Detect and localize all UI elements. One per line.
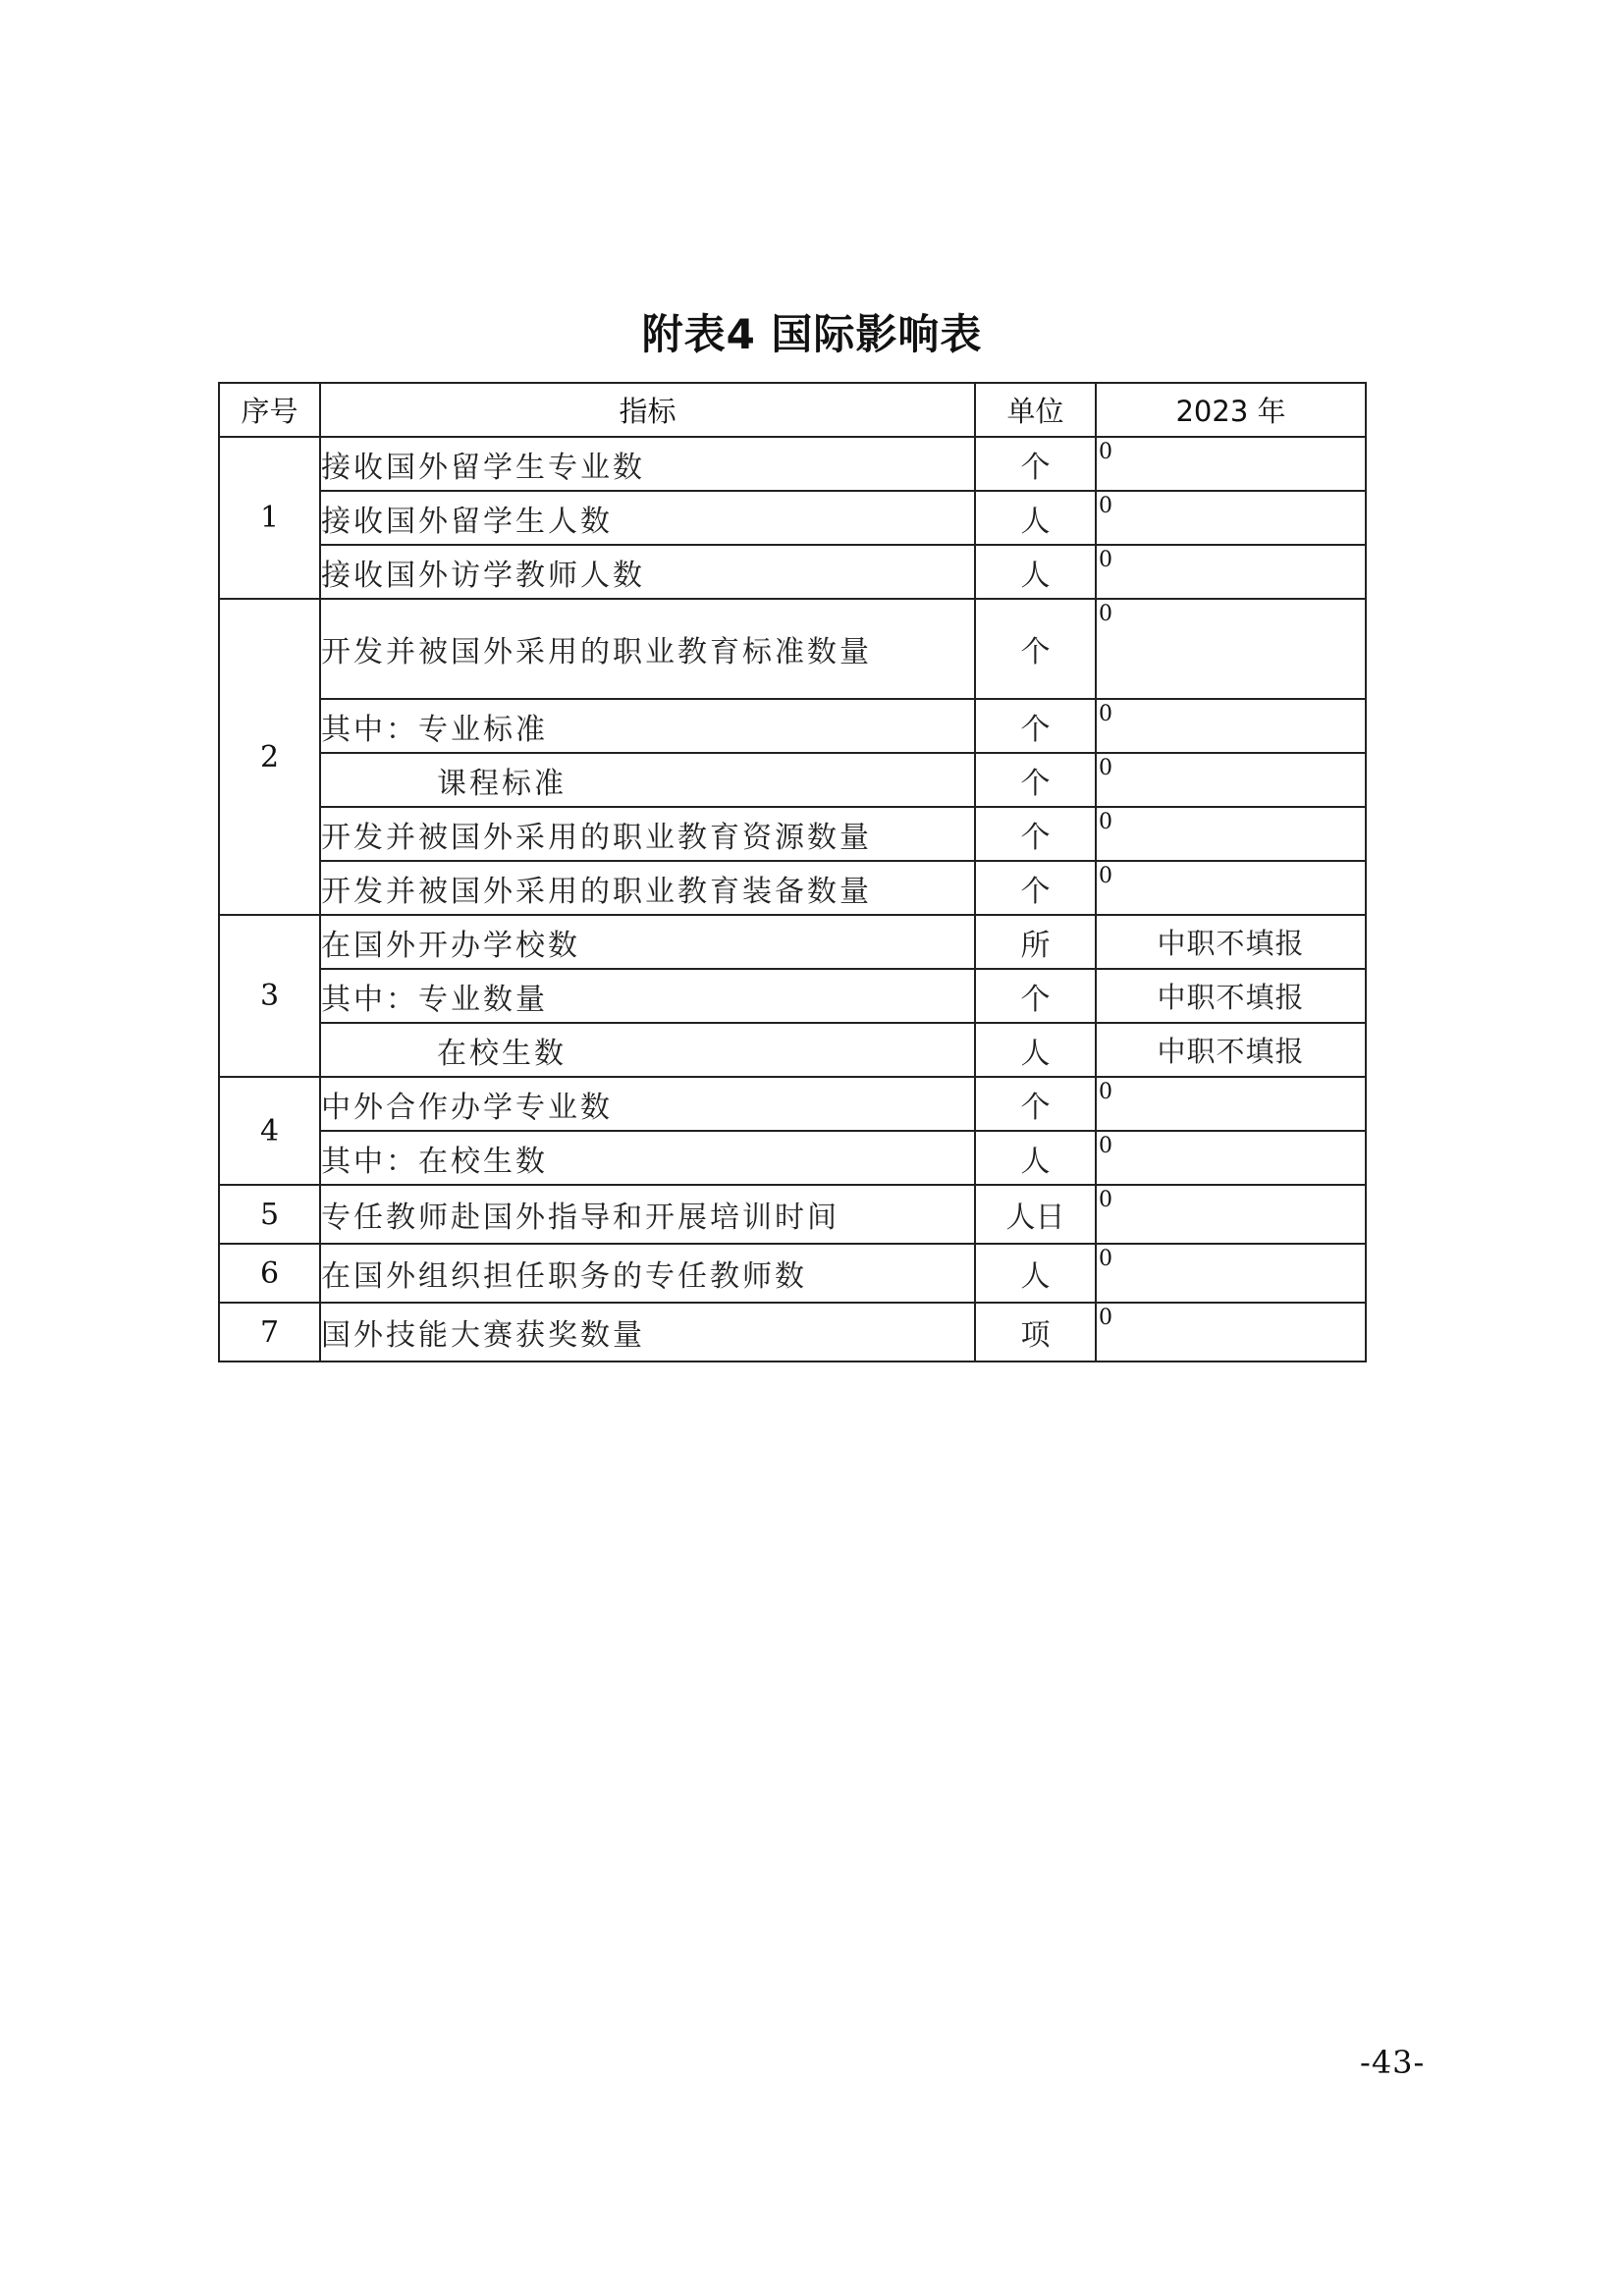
- value: 0: [1099, 702, 1112, 726]
- unit-cell: 个: [975, 969, 1096, 1023]
- indicator-cell: 接收国外留学生专业数: [320, 437, 975, 491]
- unit-cell: 人: [975, 545, 1096, 599]
- value: 0: [1099, 602, 1112, 626]
- value-cell: [1096, 1303, 1366, 1362]
- value: 中职不填报: [1157, 981, 1305, 1014]
- table-row: [219, 1244, 1366, 1303]
- value: 0: [1099, 494, 1112, 518]
- international-impact-table: [218, 382, 1367, 1362]
- value-cell: [1096, 1077, 1366, 1131]
- value-cell: [1096, 915, 1366, 969]
- indicator-cell: 国外技能大赛获奖数量: [320, 1303, 975, 1362]
- value-cell: [1096, 753, 1366, 807]
- indicator-cell: 课程标准: [320, 753, 975, 807]
- seq-cell: 7: [219, 1303, 320, 1362]
- unit-cell: 个: [975, 753, 1096, 807]
- table-row: [219, 1185, 1366, 1244]
- page-title: 附表4 国际影响表: [641, 310, 983, 358]
- table-row: [219, 915, 1366, 969]
- table-row: [219, 1077, 1366, 1131]
- value-cell: [1096, 1185, 1366, 1244]
- seq-cell: 1: [219, 437, 320, 599]
- table-row: [219, 1303, 1366, 1362]
- value-cell: [1096, 491, 1366, 545]
- value: 0: [1099, 548, 1112, 572]
- unit-cell: 人: [975, 491, 1096, 545]
- indicator-cell: 开发并被国外采用的职业教育资源数量: [320, 807, 975, 861]
- header-year: 2023 年: [1096, 383, 1366, 437]
- indicator-cell: 开发并被国外采用的职业教育装备数量: [320, 861, 975, 915]
- table-row: [219, 699, 1366, 753]
- unit-cell: 个: [975, 861, 1096, 915]
- table-row: [219, 1131, 1366, 1185]
- table-row: [219, 807, 1366, 861]
- value: 中职不填报: [1157, 927, 1305, 960]
- indicator-cell: 其中：在校生数: [320, 1131, 975, 1185]
- value-cell: [1096, 969, 1366, 1023]
- value: 0: [1099, 1134, 1112, 1158]
- seq-cell: 5: [219, 1185, 320, 1244]
- value-cell: [1096, 1023, 1366, 1077]
- value-cell: [1096, 545, 1366, 599]
- value-cell: [1096, 861, 1366, 915]
- value: 0: [1099, 810, 1112, 834]
- value-cell: [1096, 1244, 1366, 1303]
- indicator-cell: 中外合作办学专业数: [320, 1077, 975, 1131]
- indicator-cell: 其中：专业数量: [320, 969, 975, 1023]
- seq-cell: 2: [219, 599, 320, 915]
- seq-cell: 3: [219, 915, 320, 1077]
- value-cell: [1096, 599, 1366, 699]
- seq-cell: 4: [219, 1077, 320, 1185]
- value: 0: [1099, 1247, 1112, 1271]
- value: 0: [1099, 864, 1112, 888]
- unit-cell: 个: [975, 599, 1096, 699]
- value-cell: [1096, 699, 1366, 753]
- table-header-row: [219, 383, 1366, 437]
- header-unit: 单位: [975, 383, 1096, 437]
- value-cell: [1096, 1131, 1366, 1185]
- header-indicator: 指标: [320, 383, 975, 437]
- indicator-cell: 接收国外留学生人数: [320, 491, 975, 545]
- table-row: [219, 969, 1366, 1023]
- table-row: [219, 753, 1366, 807]
- value: 0: [1099, 1306, 1112, 1330]
- unit-cell: 个: [975, 807, 1096, 861]
- table-row: [219, 437, 1366, 491]
- table-row: [219, 599, 1366, 699]
- indicator-cell: 在国外组织担任职务的专任教师数: [320, 1244, 975, 1303]
- indicator-cell: 其中：专业标准: [320, 699, 975, 753]
- unit-cell: 所: [975, 915, 1096, 969]
- unit-cell: 个: [975, 437, 1096, 491]
- value: 中职不填报: [1157, 1035, 1305, 1068]
- indicator-cell: 接收国外访学教师人数: [320, 545, 975, 599]
- indicator-cell: 在国外开办学校数: [320, 915, 975, 969]
- table-row: [219, 1023, 1366, 1077]
- value: 0: [1099, 1080, 1112, 1104]
- indicator-cell: 专任教师赴国外指导和开展培训时间: [320, 1185, 975, 1244]
- unit-cell: 人: [975, 1244, 1096, 1303]
- indicator-cell: 在校生数: [320, 1023, 975, 1077]
- header-seq: 序号: [219, 383, 320, 437]
- table-row: [219, 491, 1366, 545]
- unit-cell: 人日: [975, 1185, 1096, 1244]
- indicator-cell: 开发并被国外采用的职业教育标准数量: [320, 599, 975, 699]
- value: 0: [1099, 756, 1112, 780]
- unit-cell: 人: [975, 1131, 1096, 1185]
- seq-cell: 6: [219, 1244, 320, 1303]
- value: 0: [1099, 440, 1112, 464]
- table-row: [219, 861, 1366, 915]
- unit-cell: 人: [975, 1023, 1096, 1077]
- unit-cell: 个: [975, 699, 1096, 753]
- table-row: [219, 545, 1366, 599]
- unit-cell: 项: [975, 1303, 1096, 1362]
- page-number: -43-: [1360, 2044, 1426, 2081]
- value-cell: [1096, 807, 1366, 861]
- value: 0: [1099, 1188, 1112, 1212]
- value-cell: [1096, 437, 1366, 491]
- unit-cell: 个: [975, 1077, 1096, 1131]
